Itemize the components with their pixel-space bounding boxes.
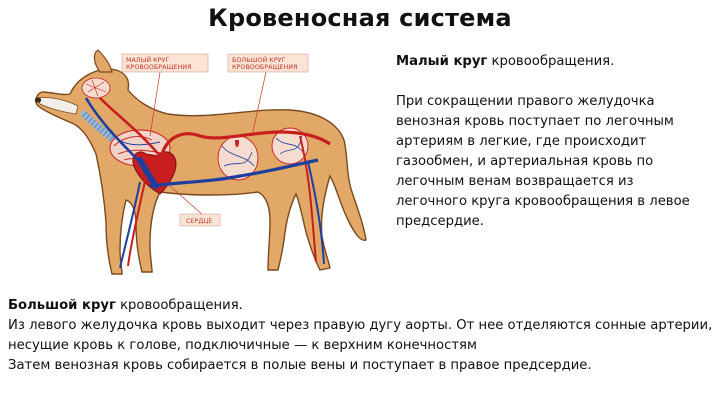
page-title: Кровеносная система — [208, 4, 512, 32]
big-circle-text-line1: Из левого желудочка кровь выходит через правую дугу аорты. От нее отделяются сонные артерии, несущие кровь к голове, подключичные — к верхним конечностям — [8, 318, 713, 353]
small-circle-text: При сокращении правого желудочка венозная кровь поступает по легочным артериям в легкие, где происходит газообмен, и артериальная кровь по легочным венам возвращается из легочного круга кровообращения в левое предсердие. — [396, 94, 690, 229]
dog-ear — [94, 50, 112, 72]
svg-text:КРОВООБРАЩЕНИЯ: КРОВООБРАЩЕНИЯ — [126, 63, 192, 71]
label-small-circle: МАЛЫЙ КРУГ — [126, 56, 170, 64]
dog-circulation-diagram — [0, 36, 380, 298]
small-circle-heading: Малый круг кровообращения. — [396, 54, 615, 69]
dog-nose — [35, 97, 41, 102]
big-circle-text-line2: Затем венозная кровь собирается в полые вены и поступает в правое предсердие. — [8, 358, 592, 373]
big-circle-heading: Большой круг кровообращения. — [8, 298, 243, 313]
svg-text:КРОВООБРАЩЕНИЯ: КРОВООБРАЩЕНИЯ — [232, 63, 298, 71]
big-circle-description — [8, 296, 714, 376]
dog-body — [36, 69, 366, 274]
label-big-circle: БОЛЬШОЙ КРУГ — [232, 56, 286, 64]
label-heart: СЕРДЦЕ — [186, 217, 213, 225]
small-circle-description — [396, 52, 696, 232]
